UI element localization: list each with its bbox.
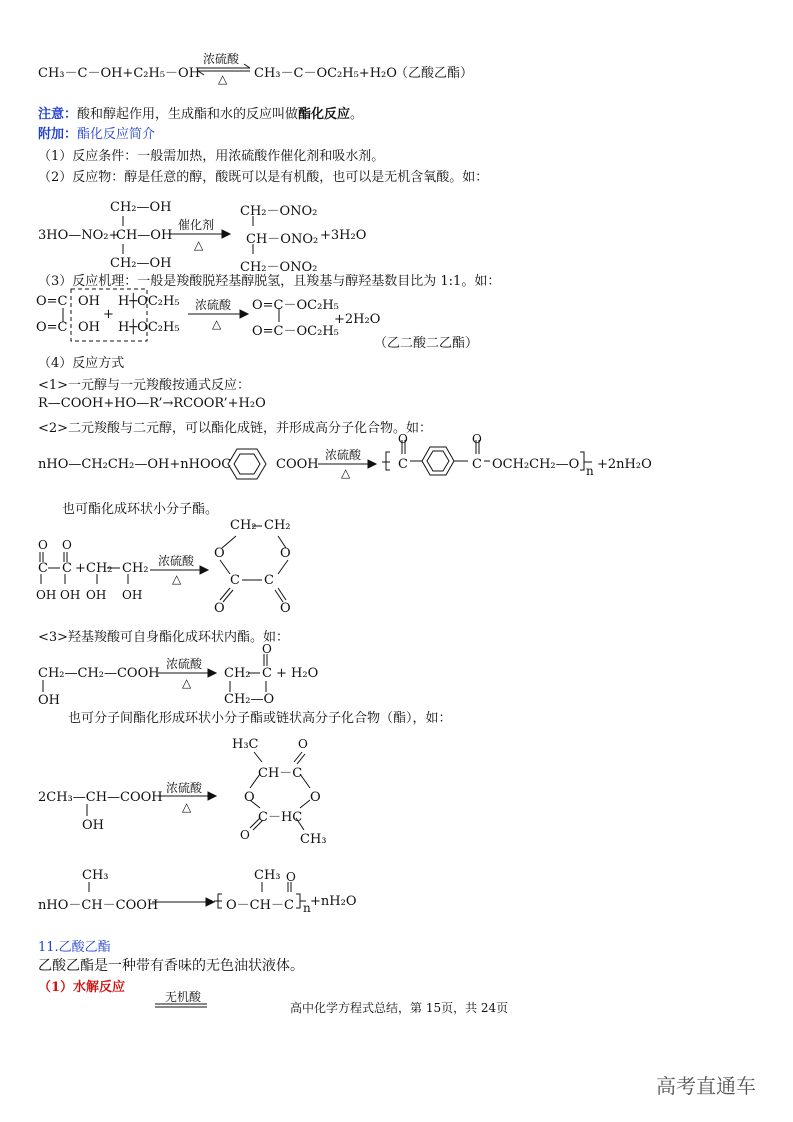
heat-label: △	[212, 317, 222, 331]
polymer-carbonyl-o: O	[286, 870, 296, 884]
hydroxy-acid: CH₂—CH₂—COOH	[38, 666, 160, 681]
catalyst-label: 浓硫酸	[203, 52, 240, 66]
product-c3: CH₂－ONO₂	[240, 260, 318, 275]
lactic-oh: OH	[82, 818, 104, 833]
methyl-1: H₃C	[232, 737, 259, 752]
section-title: 11.乙酸乙酯	[38, 940, 111, 955]
note-label: 注意：	[38, 107, 78, 122]
product-c2: CH－ONO₂	[246, 232, 319, 247]
note-text: 酸和醇起作用，生成酯和水的反应叫做	[77, 107, 299, 122]
note-line	[38, 103, 363, 122]
polymer-unit: O－CH－C	[226, 898, 294, 913]
c-2: C	[62, 561, 72, 576]
degree-n: n	[586, 464, 594, 478]
carbonyl-c-1: C	[398, 457, 408, 472]
product-name: （乙二酸二乙酯）	[374, 336, 479, 351]
ring-c: C	[262, 666, 272, 681]
ring-bottom: C－HC	[258, 810, 303, 825]
carbonyl-o-1: O	[214, 601, 225, 616]
carbonyl-o: O	[262, 642, 272, 656]
ch2-1: CH₂	[86, 561, 113, 576]
appendix-label: 附加：	[38, 127, 78, 142]
ring-ch2-2: CH₂	[264, 518, 291, 533]
water: +2H₂O	[334, 312, 381, 327]
ring-o-1: O	[214, 546, 225, 561]
ring-bonds	[210, 520, 300, 610]
product-c1: CH₂－ONO₂	[240, 204, 318, 219]
plus: +	[103, 307, 114, 322]
reversible-arrow	[155, 1002, 211, 1010]
lactic-acid: 2CH₃—CH—COOH	[38, 790, 163, 805]
oh-2: OH	[60, 588, 81, 602]
reaction-arrow	[152, 896, 216, 908]
ethanol-top: H┼OC₂H₅	[118, 294, 180, 309]
oh-bot: OH	[78, 320, 100, 335]
water: +nH₂O	[310, 894, 357, 909]
carbonyl-o-2: O	[280, 601, 291, 616]
plus: +	[75, 561, 86, 576]
appendix-line	[38, 123, 155, 142]
oh-4: OH	[122, 588, 143, 602]
catalyst-label: 浓硫酸	[166, 781, 203, 795]
ring-o-2: O	[280, 546, 291, 561]
product-top: O=C－OC₂H₅	[252, 298, 339, 313]
ch2-2: CH₂	[122, 561, 149, 576]
ethylene-glycol-unit: OCH₂CH₂—O	[492, 457, 580, 472]
glycerol-bonds	[118, 214, 128, 258]
heat-label: △	[341, 466, 351, 480]
inorganic-acid-label: 无机酸	[165, 990, 202, 1004]
ring-ch2: CH₂	[224, 666, 251, 681]
carbonyl-c-2: C	[472, 457, 482, 472]
lactide-bonds	[240, 748, 330, 838]
item-4: （4）反应方式	[38, 356, 125, 371]
cc-bond	[60, 308, 66, 324]
ring-o-2: O	[310, 790, 321, 805]
ring-ch2-o: CH₂—O	[224, 692, 275, 707]
oh-1: OH	[36, 588, 57, 602]
catalyst-label: 浓硫酸	[158, 554, 195, 568]
lactone-bonds	[224, 654, 284, 696]
water: +3H₂O	[320, 228, 367, 243]
water: + H₂O	[276, 666, 319, 681]
o-2: O	[62, 538, 72, 552]
lactic-acid: nHO－CH－COOH	[38, 898, 159, 913]
methyl: CH₃	[82, 868, 109, 883]
polymer-methyl: CH₃	[254, 868, 281, 883]
carbonyl-o-2: O	[240, 828, 250, 842]
ring-o-1: O	[244, 790, 255, 805]
heat-label: △	[182, 676, 192, 690]
product-cc-bond	[276, 308, 282, 324]
oh-3: OH	[86, 588, 107, 602]
nitric-acid: 3HO—NO₂+	[38, 228, 120, 243]
reactants: nHO—CH₂CH₂—OH+nHOOC	[38, 457, 232, 472]
ethanol-bot: H┼OC₂H₅	[118, 320, 180, 335]
item-2: （2）反应物：醇是任意的醇，酸既可以是有机酸，也可以是无机含氧酸。如：	[38, 170, 489, 185]
carbonyl-o-1: O	[298, 737, 308, 751]
catalyst-label: 浓硫酸	[325, 448, 362, 462]
carbonyl-o-2: O	[472, 432, 482, 446]
note-term: 酯化反应	[298, 107, 351, 122]
sub-1-eq: R—COOH+HO—R’→RCOOR’+H₂O	[38, 396, 266, 411]
hydrolysis-heading: （1）水解反应	[38, 980, 126, 995]
cooh: COOH	[276, 457, 319, 472]
ring-ch2-1: CH₂	[230, 518, 257, 533]
ring-c-2: C	[264, 573, 274, 588]
acid-top: O=C	[36, 294, 68, 309]
heat-label: △	[194, 238, 204, 252]
methyl-2: CH₃	[300, 832, 327, 847]
acid-bot: O=C	[36, 320, 68, 335]
oh-top: OH	[78, 294, 100, 309]
carbonyl-o-1: O	[398, 432, 408, 446]
glycerol-c1: CH₂—OH	[110, 200, 172, 215]
o-1: O	[38, 538, 48, 552]
eq-right: CH₃－C－OC₂H₅+H₂O	[254, 66, 397, 81]
heat-label: △	[172, 572, 182, 586]
sub-2: <2>二元羧酸与二元醇，可以酯化成链，并形成高分子化合物。如：	[38, 421, 433, 436]
catalyst-label: 催化剂	[178, 218, 215, 232]
ring-c-1: C	[230, 573, 240, 588]
eq-left: CH₃－C－OH+C₂H₅－OH	[38, 66, 201, 81]
product-bonds	[248, 214, 258, 258]
glycerol-c3: CH₂—OH	[110, 256, 172, 271]
glycerol-c2: CH—OH	[116, 228, 173, 243]
appendix-title: 酯化反应简介	[77, 127, 156, 142]
water: +2nH₂O	[597, 457, 652, 472]
eq-product-name: （乙酸乙酯）	[395, 66, 474, 81]
catalyst-label: 浓硫酸	[195, 298, 232, 312]
section-description: 乙酸乙酯是一种带有香味的无色油状液体。	[38, 957, 304, 973]
item-1: （1）反应条件：一般需加热，用浓硫酸作催化剂和吸水剂。	[38, 149, 385, 164]
item-3: （3）反应机理：一般是羧酸脱羟基醇脱氢，且羧基与醇羟基数目比为 1:1。如：	[38, 274, 501, 289]
sub-1: <1>一元醇与一元羧酸按通式反应：	[38, 378, 251, 393]
benzene-ring-1	[226, 446, 270, 486]
hydroxy-oh: OH	[38, 693, 60, 708]
sub-2b: 也可酯化成环状小分子酯。	[62, 502, 219, 517]
heat-label: △	[218, 72, 228, 86]
sub-3: <3>羟基羧酸可自身酯化成环状内酯。如：	[38, 630, 290, 645]
sub-3b: 也可分子间酯化形成环状小分子酯或链状高分子化合物（酯），如：	[68, 711, 452, 726]
degree-n: n	[303, 901, 311, 915]
product-bot: O=C－OC₂H₅	[252, 324, 339, 339]
c-1: C	[38, 561, 48, 576]
note-end: 。	[350, 107, 364, 122]
page-footer: 高中化学方程式总结，第 15页，共 24页	[290, 1001, 509, 1015]
catalyst-label: 浓硫酸	[166, 657, 203, 671]
heat-label: △	[182, 800, 192, 814]
watermark: 高考直通车	[656, 1074, 756, 1098]
ring-top: CH－C	[258, 766, 303, 781]
